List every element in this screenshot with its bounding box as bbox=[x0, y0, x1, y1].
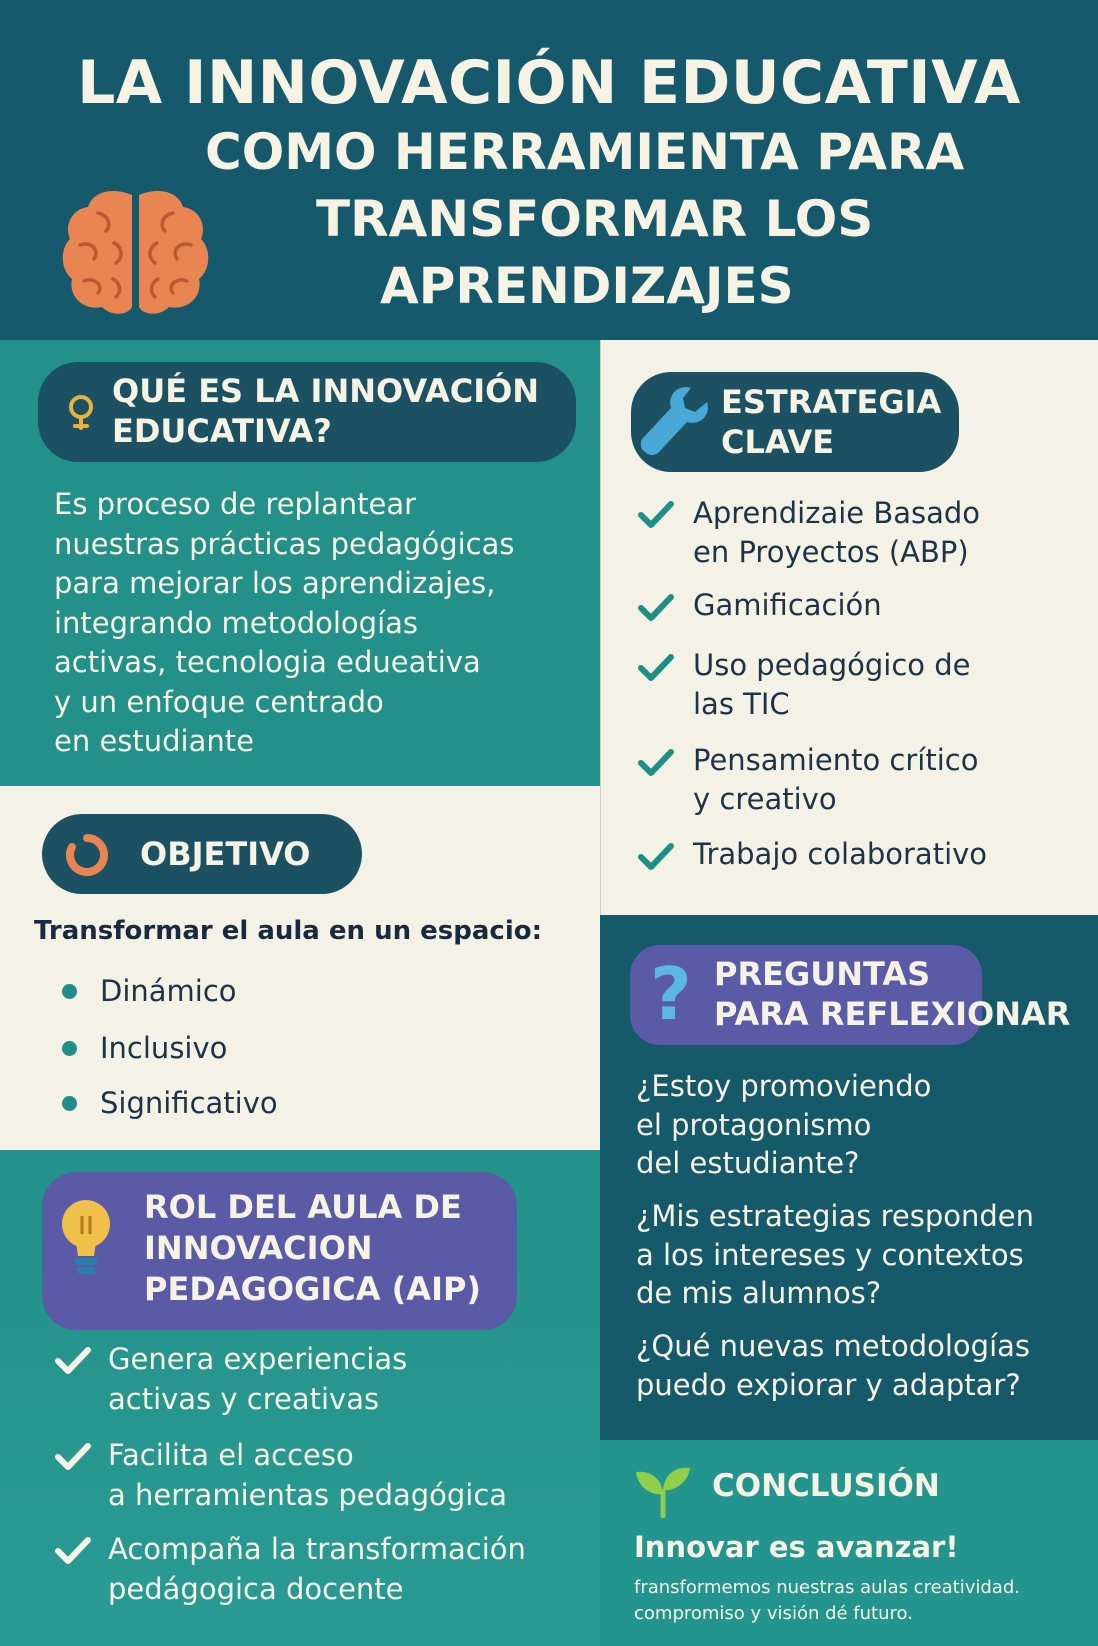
que-es-body bbox=[54, 485, 584, 762]
header bbox=[0, 0, 1098, 340]
objetivo-item: Significativo bbox=[100, 1086, 278, 1120]
body-line: activas, tecnologia edueativa bbox=[54, 645, 481, 679]
question-mark-icon: ? bbox=[650, 952, 692, 1036]
rol-title-3: PEDAGOGICA (AIP) bbox=[144, 1270, 482, 1308]
objetivo-heading bbox=[42, 814, 362, 894]
estrategia-item-line: Pensamiento crítico bbox=[693, 743, 979, 777]
check-icon bbox=[637, 842, 675, 872]
body-line: en estudiante bbox=[54, 724, 254, 758]
que-es-heading bbox=[38, 362, 576, 462]
objetivo-intro: Transformar el aula en un espacio: bbox=[34, 916, 543, 946]
sprout-icon bbox=[632, 1462, 694, 1518]
question-line: ¿Estoy promoviendo bbox=[636, 1069, 932, 1103]
bullet-dot bbox=[62, 1041, 77, 1056]
body-line: Es proceso de replantear bbox=[54, 487, 417, 521]
conclusion-line-2: compromiso y visión dé futuro. bbox=[634, 1603, 913, 1624]
conclusion-headline: Innovar es avanzar! bbox=[634, 1530, 959, 1564]
lightbulb-icon bbox=[58, 1194, 114, 1284]
preguntas-title-2: PARA REFLEXIONAR bbox=[714, 995, 1071, 1033]
estrategia-panel bbox=[600, 340, 1098, 915]
preguntas-title-1: PREGUNTAS bbox=[714, 955, 931, 993]
question-2 bbox=[636, 1197, 1091, 1313]
check-icon bbox=[54, 1346, 92, 1376]
question-line: el protagonismo bbox=[636, 1107, 872, 1142]
title-line-3: TRANSFORMAR LOS bbox=[316, 190, 874, 248]
rol-item-line: activas y creativas bbox=[108, 1382, 380, 1416]
target-ring-icon bbox=[64, 832, 110, 878]
rol-item-line: Acompaña la transformación bbox=[108, 1532, 526, 1566]
rol-panel bbox=[0, 1150, 600, 1646]
que-es-title-1: QUÉ ES LA INNOVACIÓN bbox=[112, 372, 540, 410]
question-line: de mis alumnos? bbox=[636, 1276, 882, 1310]
objetivo-item: Inclusivo bbox=[100, 1031, 228, 1065]
check-icon bbox=[637, 748, 675, 778]
estrategia-item-line: Gamificación bbox=[693, 588, 882, 622]
body-line: y un enfoque centrado bbox=[54, 684, 384, 719]
question-line: ¿Mis estrategias responden bbox=[636, 1199, 1034, 1233]
body-line: para mejorar los aprendizajes, bbox=[54, 566, 496, 600]
que-es-panel bbox=[0, 340, 600, 786]
check-icon bbox=[637, 500, 675, 530]
question-line: puedo expiorar y adaptar? bbox=[636, 1367, 1021, 1402]
check-icon bbox=[637, 593, 675, 623]
title-line-4: APRENDIZAJES bbox=[380, 257, 794, 315]
que-es-title-2: EDUCATIVA? bbox=[112, 412, 332, 450]
wrench-icon bbox=[635, 382, 709, 462]
rol-heading bbox=[42, 1172, 517, 1330]
rol-title-1: ROL DEL AULA DE bbox=[144, 1188, 462, 1226]
conclusion-title: CONCLUSIÓN bbox=[712, 1468, 940, 1504]
question-3 bbox=[636, 1327, 1091, 1404]
objetivo-panel bbox=[0, 786, 600, 1150]
question-line: ¿Qué nuevas metodologías bbox=[636, 1329, 1031, 1363]
estrategia-title-2: CLAVE bbox=[721, 423, 835, 461]
question-line: a los intereses y contextos bbox=[636, 1237, 1024, 1272]
question-1 bbox=[636, 1067, 1086, 1183]
estrategia-item-line: las TIC bbox=[693, 687, 790, 721]
estrategia-title-1: ESTRATEGIA bbox=[721, 383, 942, 421]
title-line-2: COMO HERRAMIENTA PARA bbox=[205, 123, 965, 181]
estrategia-item-line: Trabajo colaborativo bbox=[693, 837, 988, 871]
rol-title-2: INNOVACION bbox=[144, 1229, 373, 1267]
estrategia-item-line: en Proyectos (ABP) bbox=[693, 535, 969, 569]
objetivo-item: Dinámico bbox=[100, 974, 237, 1008]
bullet-dot bbox=[62, 984, 77, 999]
check-icon bbox=[637, 653, 675, 683]
question-line: del estudiante? bbox=[636, 1146, 860, 1180]
rol-item-line: a herramientas pedagógica bbox=[108, 1478, 508, 1512]
rol-item-line: pedágogica docente bbox=[108, 1572, 404, 1606]
estrategia-heading bbox=[631, 372, 959, 472]
body-line: integrando metodologías bbox=[54, 605, 419, 640]
preguntas-heading bbox=[630, 945, 1071, 1045]
rol-item-line: Genera experiencias bbox=[108, 1342, 408, 1376]
conclusion-line-1: fransformemos nuestras aulas creatividad. bbox=[634, 1577, 1020, 1598]
preguntas-panel bbox=[600, 915, 1098, 1440]
title-line-1: LA INNOVACIÓN EDUCATIVA bbox=[77, 48, 1021, 118]
estrategia-item-line: y creativo bbox=[693, 782, 837, 816]
objetivo-title: OBJETIVO bbox=[140, 835, 311, 873]
check-icon bbox=[54, 1442, 92, 1472]
lightbulb-outline-icon bbox=[66, 394, 96, 434]
conclusion-panel bbox=[600, 1440, 1098, 1646]
body-line: nuestras prácticas pedagógicas bbox=[54, 526, 515, 561]
estrategia-item-line: Aprendizaie Basado bbox=[693, 496, 981, 530]
brain-icon bbox=[58, 185, 213, 320]
rol-item-line: Facilita el acceso bbox=[108, 1438, 354, 1472]
bullet-dot bbox=[62, 1096, 77, 1111]
check-icon bbox=[54, 1536, 92, 1566]
estrategia-item-line: Uso pedagógico de bbox=[693, 648, 971, 682]
